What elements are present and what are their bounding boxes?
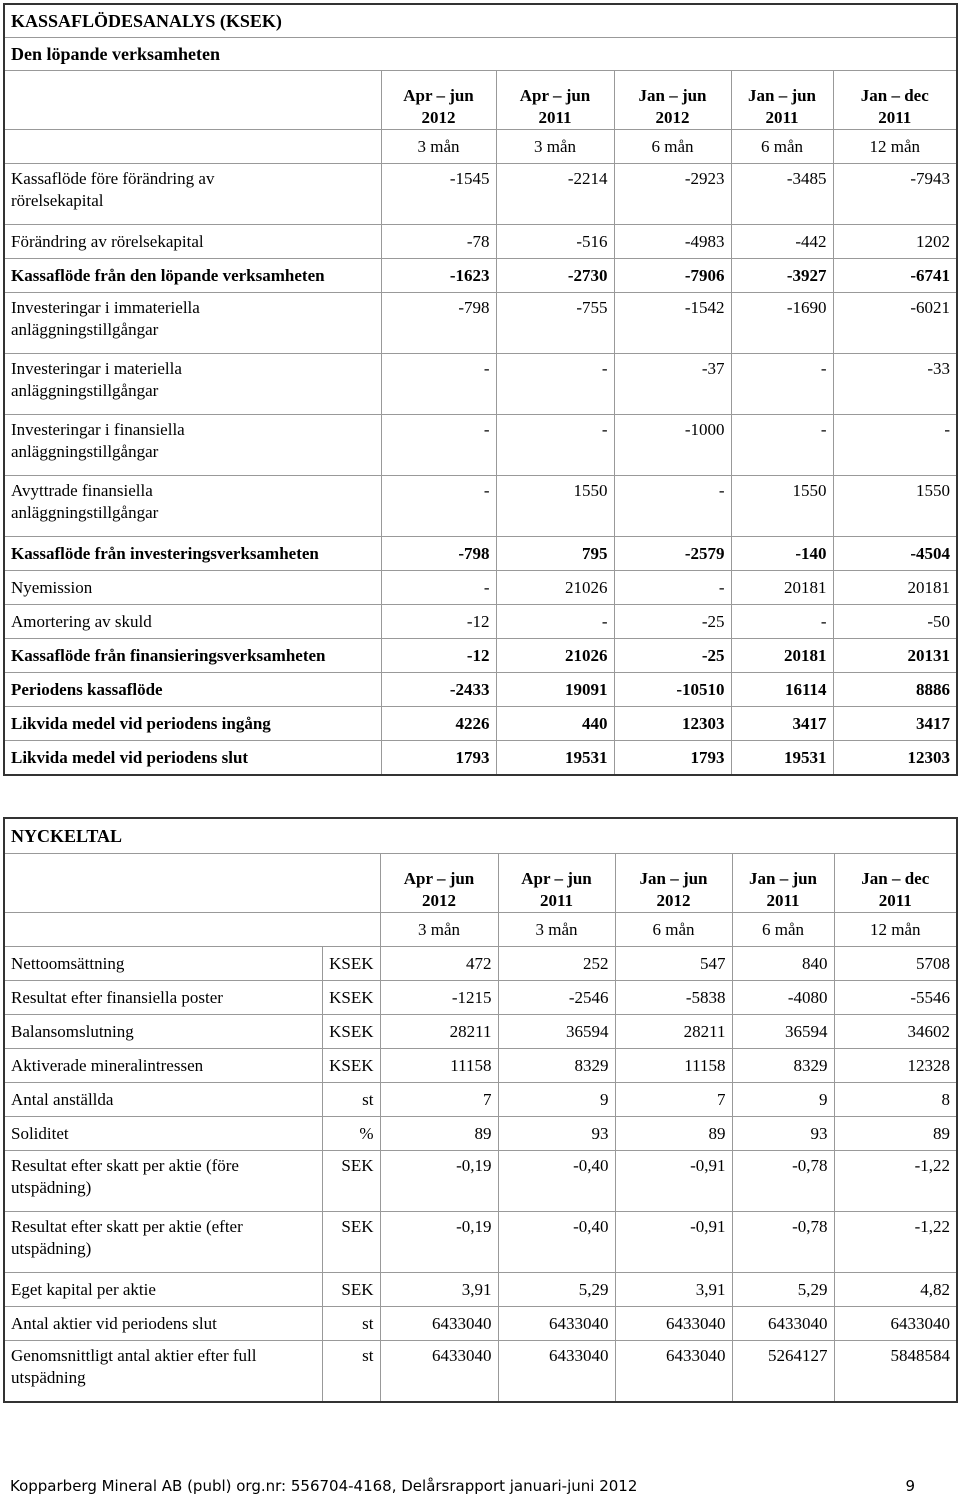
row-value: -2579	[614, 537, 731, 571]
row-value: 11158	[615, 1049, 732, 1083]
period-label: 12 mån	[834, 913, 957, 947]
row-value: 6433040	[380, 1341, 498, 1403]
row-label: Resultat efter skatt per aktie (efter utspädning)	[4, 1212, 322, 1273]
row-value: 840	[732, 947, 834, 981]
row-value: 6433040	[498, 1307, 615, 1341]
row-label: Investeringar i materiella anläggningstillgångar	[4, 354, 381, 415]
row-label: Likvida medel vid periodens slut	[4, 741, 381, 776]
row-value: -25	[614, 605, 731, 639]
column-header	[496, 71, 614, 130]
row-value: -140	[731, 537, 833, 571]
page-footer	[10, 1477, 915, 1495]
keyfigures-table	[3, 817, 958, 1403]
row-label: Investeringar i immateriella anläggningstillgångar	[4, 293, 381, 354]
row-value: 1202	[833, 225, 957, 259]
period-label: 12 mån	[833, 130, 957, 164]
row-value: 93	[498, 1117, 615, 1151]
row-value: 6433040	[615, 1307, 732, 1341]
row-value: 6433040	[498, 1341, 615, 1403]
row-value: -0,91	[615, 1151, 732, 1212]
row-value: -2546	[498, 981, 615, 1015]
row-label: Soliditet	[4, 1117, 322, 1151]
cashflow-table	[3, 3, 958, 776]
row-value: -78	[381, 225, 496, 259]
table-row	[4, 225, 957, 259]
column-header-year: 2011	[878, 108, 912, 127]
row-value: -10510	[614, 673, 731, 707]
table-row	[4, 1273, 957, 1307]
table-row	[4, 571, 957, 605]
row-label: Förändring av rörelsekapital	[4, 225, 381, 259]
period-label: 3 mån	[380, 913, 498, 947]
row-label: Genomsnittligt antal aktier efter full utspädning	[4, 1341, 322, 1403]
row-value: -	[496, 415, 614, 476]
row-value: 3417	[833, 707, 957, 741]
column-header	[732, 854, 834, 913]
column-header-period: Apr – jun	[519, 86, 591, 105]
table-row	[4, 293, 957, 354]
row-value: 5,29	[732, 1273, 834, 1307]
row-value: -1,22	[834, 1212, 957, 1273]
row-value: 7	[615, 1083, 732, 1117]
row-value: 1793	[381, 741, 496, 776]
table-title: NYCKELTAL	[4, 818, 957, 854]
row-label: Antal anställda	[4, 1083, 322, 1117]
row-value: 12303	[833, 741, 957, 776]
row-value: 20181	[731, 571, 833, 605]
row-value: 8329	[732, 1049, 834, 1083]
column-header-year: 2011	[539, 891, 574, 910]
cashflow-body	[4, 4, 957, 775]
row-value: 12303	[614, 707, 731, 741]
row-label: Balansomslutning	[4, 1015, 322, 1049]
table-row	[4, 537, 957, 571]
column-header-year: 2012	[656, 891, 691, 910]
table-row	[4, 415, 957, 476]
period-label: 3 mån	[496, 130, 614, 164]
column-header	[381, 71, 496, 130]
row-value: -	[381, 354, 496, 415]
column-header-year: 2011	[878, 891, 912, 910]
row-label: Likvida medel vid periodens ingång	[4, 707, 381, 741]
table-row	[4, 947, 957, 981]
row-value: -	[614, 476, 731, 537]
column-header-period: Apr – jun	[521, 869, 592, 888]
row-label: Kassaflöde från investeringsverksamheten	[4, 537, 381, 571]
row-value: -3927	[731, 259, 833, 293]
period-label: 3 mån	[381, 130, 496, 164]
row-value: 89	[615, 1117, 732, 1151]
period-label: 6 mån	[615, 913, 732, 947]
row-value: -0,78	[732, 1212, 834, 1273]
row-unit: KSEK	[322, 1049, 380, 1083]
row-value: 36594	[732, 1015, 834, 1049]
row-value: 9	[498, 1083, 615, 1117]
table-row	[4, 673, 957, 707]
row-value: -1545	[381, 164, 496, 225]
row-unit: KSEK	[322, 1015, 380, 1049]
row-value: 93	[732, 1117, 834, 1151]
row-value: 20181	[833, 571, 957, 605]
table-row	[4, 707, 957, 741]
table-row	[4, 1341, 957, 1403]
row-value: 6433040	[834, 1307, 957, 1341]
table-row	[4, 259, 957, 293]
row-value: 89	[834, 1117, 957, 1151]
row-unit: %	[322, 1117, 380, 1151]
row-value: -1215	[380, 981, 498, 1015]
row-value: -	[731, 605, 833, 639]
row-value: -37	[614, 354, 731, 415]
column-header	[834, 854, 957, 913]
row-value: -5838	[615, 981, 732, 1015]
table-row	[4, 1212, 957, 1273]
row-value: 6433040	[732, 1307, 834, 1341]
row-value: 19531	[731, 741, 833, 776]
column-header-period: Jan – jun	[639, 869, 708, 888]
row-value: -755	[496, 293, 614, 354]
table-row	[4, 1151, 957, 1212]
row-value: 440	[496, 707, 614, 741]
table-row	[4, 1015, 957, 1049]
section-title: Den löpande verksamheten	[4, 38, 957, 71]
row-value: 5708	[834, 947, 957, 981]
row-value: 252	[498, 947, 615, 981]
table-row	[4, 1049, 957, 1083]
column-header-year: 2012	[422, 891, 456, 910]
row-value: 11158	[380, 1049, 498, 1083]
row-value: 1550	[496, 476, 614, 537]
row-value: -4983	[614, 225, 731, 259]
row-label: Investeringar i finansiella anläggningstillgångar	[4, 415, 381, 476]
row-unit: st	[322, 1341, 380, 1403]
column-header-year: 2011	[538, 108, 572, 127]
column-header-period: Jan – jun	[748, 869, 818, 888]
row-value: -	[381, 571, 496, 605]
row-value: -2730	[496, 259, 614, 293]
row-value: -	[833, 415, 957, 476]
row-label: Periodens kassaflöde	[4, 673, 381, 707]
row-value: -0,19	[380, 1151, 498, 1212]
row-label: Nyemission	[4, 571, 381, 605]
table-row	[4, 1117, 957, 1151]
row-label: Kassaflöde från den löpande verksamheten	[4, 259, 381, 293]
row-value: -2214	[496, 164, 614, 225]
row-value: 21026	[496, 639, 614, 673]
column-header-period: Jan – jun	[638, 86, 707, 105]
row-label: Kassaflöde före förändring av rörelsekapital	[4, 164, 381, 225]
row-unit: st	[322, 1307, 380, 1341]
column-header-period: Jan – jun	[747, 86, 817, 105]
period-label: 6 mån	[732, 913, 834, 947]
row-value: 89	[380, 1117, 498, 1151]
row-label: Nettoomsättning	[4, 947, 322, 981]
header-spacer	[4, 71, 381, 130]
row-value: -33	[833, 354, 957, 415]
row-value: 8	[834, 1083, 957, 1117]
row-value: -0,40	[498, 1212, 615, 1273]
row-value: 3417	[731, 707, 833, 741]
row-value: 20131	[833, 639, 957, 673]
row-value: -0,19	[380, 1212, 498, 1273]
row-value: 6433040	[615, 1341, 732, 1403]
row-value: -	[496, 605, 614, 639]
table-row	[4, 164, 957, 225]
column-header-year: 2011	[766, 891, 800, 910]
row-value: -516	[496, 225, 614, 259]
row-value: 5,29	[498, 1273, 615, 1307]
row-unit: KSEK	[322, 981, 380, 1015]
row-label: Resultat efter finansiella poster	[4, 981, 322, 1015]
row-value: 1550	[833, 476, 957, 537]
period-label: 3 mån	[498, 913, 615, 947]
row-value: -	[731, 415, 833, 476]
column-header	[614, 71, 731, 130]
row-value: 4,82	[834, 1273, 957, 1307]
table-row	[4, 1083, 957, 1117]
row-value: -5546	[834, 981, 957, 1015]
row-value: 16114	[731, 673, 833, 707]
row-value: 795	[496, 537, 614, 571]
row-unit: KSEK	[322, 947, 380, 981]
column-header	[380, 854, 498, 913]
row-value: -2923	[614, 164, 731, 225]
row-unit: SEK	[322, 1212, 380, 1273]
row-value: -12	[381, 639, 496, 673]
row-value: 36594	[498, 1015, 615, 1049]
row-value: 8886	[833, 673, 957, 707]
column-header-period: Apr – jun	[403, 86, 474, 105]
row-value: -0,91	[615, 1212, 732, 1273]
row-value: 5264127	[732, 1341, 834, 1403]
column-header-year: 2012	[655, 108, 690, 127]
row-value: 5848584	[834, 1341, 957, 1403]
row-value: -4504	[833, 537, 957, 571]
row-value: 6433040	[380, 1307, 498, 1341]
period-spacer	[4, 130, 381, 164]
row-value: -4080	[732, 981, 834, 1015]
row-label: Resultat efter skatt per aktie (före utspädning)	[4, 1151, 322, 1212]
row-value: 12328	[834, 1049, 957, 1083]
table-row	[4, 476, 957, 537]
table-row	[4, 981, 957, 1015]
column-header	[731, 71, 833, 130]
row-value: -	[614, 571, 731, 605]
row-value: 19091	[496, 673, 614, 707]
row-unit: SEK	[322, 1273, 380, 1307]
row-value: -1623	[381, 259, 496, 293]
row-value: -798	[381, 537, 496, 571]
row-value: -	[496, 354, 614, 415]
row-value: 19531	[496, 741, 614, 776]
table-row	[4, 605, 957, 639]
row-label: Eget kapital per aktie	[4, 1273, 322, 1307]
row-value: -6021	[833, 293, 957, 354]
column-header	[615, 854, 732, 913]
row-value: 4226	[381, 707, 496, 741]
row-label: Amortering av skuld	[4, 605, 381, 639]
table-row	[4, 741, 957, 776]
row-value: -1,22	[834, 1151, 957, 1212]
footer-text: Kopparberg Mineral AB (publ) org.nr: 556704-4168, Delårsrapport januari-juni 2012	[10, 1477, 638, 1495]
column-header-year: 2011	[765, 108, 799, 127]
keyfigures-body	[4, 818, 957, 1402]
row-value: -7906	[614, 259, 731, 293]
column-header-period: Apr – jun	[403, 869, 475, 888]
row-value: 3,91	[615, 1273, 732, 1307]
row-value: 9	[732, 1083, 834, 1117]
row-label: Antal aktier vid periodens slut	[4, 1307, 322, 1341]
row-value: 472	[380, 947, 498, 981]
table-title: KASSAFLÖDESANALYS (KSEK)	[4, 4, 957, 38]
row-value: -12	[381, 605, 496, 639]
row-value: -0,40	[498, 1151, 615, 1212]
page-number: 9	[905, 1477, 915, 1495]
row-value: 3,91	[380, 1273, 498, 1307]
column-header-period: Jan – dec	[860, 86, 929, 105]
column-header	[833, 71, 957, 130]
column-header-period: Jan – dec	[861, 869, 930, 888]
period-spacer	[4, 913, 380, 947]
row-label: Kassaflöde från finansieringsverksamheten	[4, 639, 381, 673]
row-value: -50	[833, 605, 957, 639]
row-label: Aktiverade mineralintressen	[4, 1049, 322, 1083]
row-value: -798	[381, 293, 496, 354]
row-value: -442	[731, 225, 833, 259]
header-spacer	[4, 854, 380, 913]
row-value: 7	[380, 1083, 498, 1117]
period-label: 6 mån	[614, 130, 731, 164]
column-header-year: 2012	[421, 108, 456, 127]
row-value: 547	[615, 947, 732, 981]
row-value: 8329	[498, 1049, 615, 1083]
row-value: 28211	[615, 1015, 732, 1049]
row-value: 20181	[731, 639, 833, 673]
row-value: -	[381, 415, 496, 476]
row-value: -3485	[731, 164, 833, 225]
row-value: -6741	[833, 259, 957, 293]
row-value: -2433	[381, 673, 496, 707]
row-value: 34602	[834, 1015, 957, 1049]
row-value: 1793	[614, 741, 731, 776]
row-value: 21026	[496, 571, 614, 605]
row-value: -25	[614, 639, 731, 673]
row-value: -1000	[614, 415, 731, 476]
column-header	[498, 854, 615, 913]
row-unit: st	[322, 1083, 380, 1117]
table-row	[4, 1307, 957, 1341]
table-row	[4, 639, 957, 673]
row-value: -	[381, 476, 496, 537]
row-value: -0,78	[732, 1151, 834, 1212]
row-value: -7943	[833, 164, 957, 225]
row-unit: SEK	[322, 1151, 380, 1212]
row-label: Avyttrade finansiella anläggningstillgångar	[4, 476, 381, 537]
row-value: -1542	[614, 293, 731, 354]
row-value: -1690	[731, 293, 833, 354]
table-row	[4, 354, 957, 415]
row-value: 1550	[731, 476, 833, 537]
row-value: 28211	[380, 1015, 498, 1049]
row-value: -	[731, 354, 833, 415]
period-label: 6 mån	[731, 130, 833, 164]
